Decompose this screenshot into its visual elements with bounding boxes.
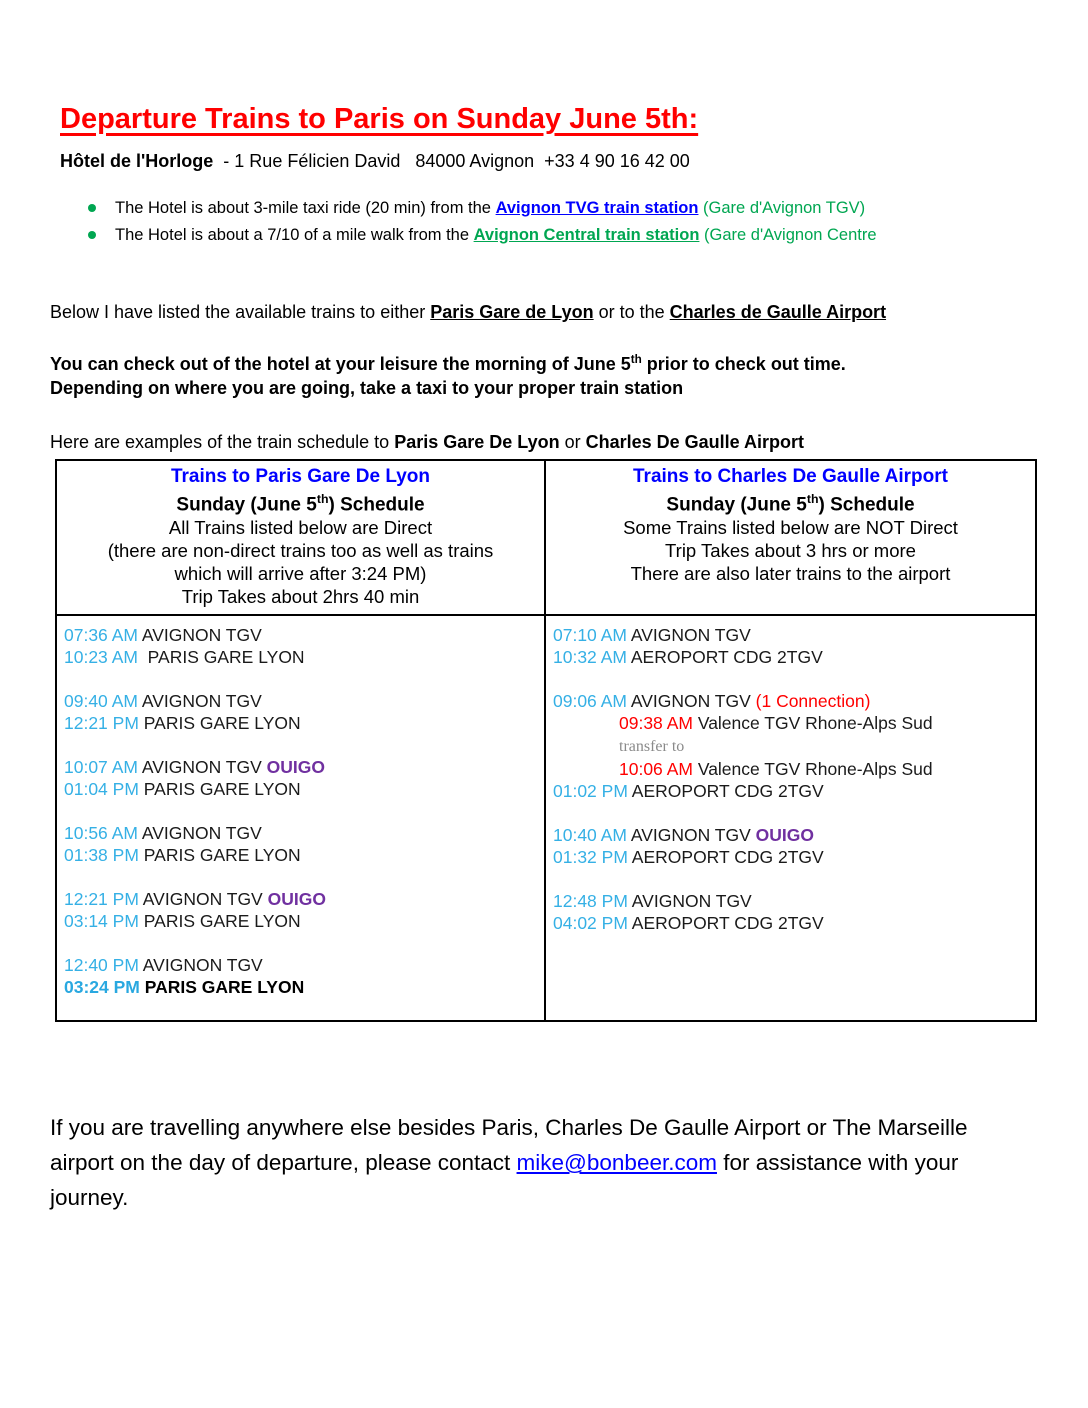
station-name: AVIGNON TGV: [138, 889, 268, 910]
station-name: AVIGNON TGV: [626, 691, 756, 712]
cdg-airport-header-cell: [546, 461, 1035, 616]
examples-line: [50, 431, 1088, 454]
hotel-name: Hôtel de l'Horloge: [60, 151, 214, 171]
schedule-date-text: Sunday (June 5: [666, 494, 807, 516]
schedule-entry: [553, 624, 1031, 668]
connection-time: (1 Connection): [755, 691, 871, 712]
ouigo-label: OUIGO: [266, 757, 325, 778]
station-name: AEROPORT CDG 2TGV: [627, 913, 824, 934]
schedule-line: [553, 758, 1031, 780]
station-name: Valence TGV Rhone-Alps Sud: [692, 759, 933, 780]
intro-text: or to the: [593, 302, 670, 322]
station-name: AVIGNON TGV: [626, 825, 756, 846]
departure-time: 12:48 PM: [553, 891, 628, 912]
cdg-airport-header-title: Trains to Charles De Gaulle Airport: [633, 466, 948, 487]
schedule-entry: [553, 690, 1031, 802]
contact-email-link[interactable]: mike@bonbeer.com: [516, 1150, 717, 1176]
departure-time: 01:04 PM: [64, 779, 139, 800]
schedule-entry: [64, 954, 540, 998]
schedule-line: [553, 780, 1031, 802]
page-title: Departure Trains to Paris on Sunday June 5th:: [60, 103, 699, 135]
schedule-entry: [553, 890, 1031, 934]
station-name: PARIS GARE LYON: [138, 845, 301, 866]
schedule-line: [64, 888, 540, 910]
schedule-line: [64, 646, 540, 668]
header-note: Trip Takes about 2hrs 40 min: [181, 586, 420, 608]
schedule-entry: [553, 824, 1031, 868]
bullet-text-green: (Gare d'Avignon Centre: [699, 226, 877, 244]
schedule-date-text: ) Schedule: [818, 494, 915, 516]
connection-time: 10:06 AM: [619, 759, 693, 780]
schedule-line: [553, 712, 1031, 734]
connection-time: 09:38 AM: [619, 713, 693, 734]
superscript-th: th: [630, 353, 642, 366]
schedule-date-text: Sunday (June 5: [176, 494, 317, 516]
transport-bullet-list: [0, 195, 1088, 249]
examples-text: or: [559, 432, 586, 452]
bullet-icon: [88, 204, 96, 212]
departure-time: 10:56 AM: [64, 823, 138, 844]
schedule-line: [64, 976, 540, 998]
hotel-info-line: [60, 150, 1088, 173]
schedule-line: [553, 912, 1031, 934]
departure-time: 01:02 PM: [553, 781, 628, 802]
departure-time: 12:21 PM: [64, 889, 139, 910]
departure-time: 10:07 AM: [64, 757, 138, 778]
checkout-text: Depending on where you are going, take a taxi to your proper train station: [50, 378, 684, 398]
gare-de-lyon-header-cell: [57, 461, 546, 616]
schedule-entry: [64, 888, 540, 932]
schedule-line: [64, 690, 540, 712]
bullet-central-station: [0, 222, 1088, 249]
schedule-line: [553, 624, 1031, 646]
departure-time: 07:10 AM: [553, 625, 627, 646]
examples-text: Here are examples of the train schedule to: [50, 432, 395, 452]
station-name: AEROPORT CDG 2TGV: [627, 847, 824, 868]
bullet-tgv-station: [0, 195, 1088, 222]
schedule-date-line: [63, 488, 538, 516]
departure-time: 12:40 PM: [64, 955, 139, 976]
schedule-line: [553, 824, 1031, 846]
station-name: PARIS GARE LYON: [138, 911, 301, 932]
schedule-entry: [64, 624, 540, 668]
schedule-entry: [64, 756, 540, 800]
schedule-entry: [64, 822, 540, 866]
header-note: which will arrive after 3:24 PM): [174, 563, 427, 585]
cdg-airport-schedule-cell: [546, 616, 1035, 1020]
departure-time: 09:40 AM: [64, 691, 138, 712]
footer-text: If you are travelling anywhere else besides Paris, Charles De Gaulle Airport or The Marseille airport on the day of departure, please contact: [50, 1115, 968, 1176]
header-note: (there are non-direct trains too as well as trains: [107, 540, 494, 562]
avignon-tgv-station-link[interactable]: Avignon TVG train station: [495, 199, 699, 217]
schedule-date-text: ) Schedule: [328, 494, 425, 516]
header-note: There are also later trains to the airport: [630, 563, 951, 585]
schedule-line: [64, 822, 540, 844]
schedule-line: [553, 734, 1031, 758]
schedule-line: [553, 646, 1031, 668]
schedule-line: [64, 954, 540, 976]
dest-paris-gare-de-lyon: Paris Gare de Lyon: [430, 302, 594, 322]
departure-time: 01:38 PM: [64, 845, 139, 866]
station-name: AVIGNON TGV: [137, 691, 262, 712]
superscript-th: th: [316, 492, 329, 506]
schedule-entry: [64, 690, 540, 734]
schedule-line: [553, 890, 1031, 912]
intro-text: Below I have listed the available trains to either: [50, 302, 431, 322]
station-name: PARIS GARE LYON: [138, 779, 301, 800]
header-note: Some Trains listed below are NOT Direct: [623, 517, 958, 539]
departure-time: 09:06 AM: [553, 691, 627, 712]
departure-time: 12:21 PM: [64, 713, 139, 734]
station-name: AVIGNON TGV: [138, 955, 263, 976]
transfer-note: transfer to: [619, 738, 685, 756]
schedule-line: [64, 844, 540, 866]
station-name: PARIS GARE LYON: [138, 713, 301, 734]
departure-time: 10:23 AM: [64, 647, 138, 668]
station-name: AEROPORT CDG 2TGV: [626, 647, 823, 668]
avignon-central-station-link[interactable]: Avignon Central train station: [473, 226, 700, 244]
station-name: AEROPORT CDG 2TGV: [627, 781, 824, 802]
train-schedule-table: [55, 459, 1037, 1022]
departure-time: 10:40 AM: [553, 825, 627, 846]
superscript-th: th: [806, 492, 819, 506]
checkout-text: You can check out of the hotel at your leisure the morning of June 5: [50, 354, 631, 374]
departure-time: 07:36 AM: [64, 625, 138, 646]
header-note: Trip Takes about 3 hrs or more: [665, 540, 916, 562]
departure-time: 01:32 PM: [553, 847, 628, 868]
dest-charles-de-gaulle: Charles de Gaulle Airport: [669, 302, 887, 322]
bullet-text-green: (Gare d'Avignon TGV): [698, 199, 866, 217]
checkout-text: prior to check out time.: [641, 354, 846, 374]
schedule-line: [64, 756, 540, 778]
station-name: Valence TGV Rhone-Alps Sud: [692, 713, 933, 734]
schedule-date-line: [552, 488, 1029, 516]
departure-time: 10:32 AM: [553, 647, 627, 668]
hotel-address: - 1 Rue Félicien David 84000 Avignon +33 4 90 16 42 00: [213, 151, 690, 171]
header-note: All Trains listed below are Direct: [168, 517, 433, 539]
station-name: PARIS GARE LYON: [139, 977, 305, 998]
checkout-paragraph: [50, 348, 1088, 400]
station-name: AVIGNON TGV: [137, 757, 267, 778]
station-name: AVIGNON TGV: [137, 625, 262, 646]
departure-time: 03:24 PM: [64, 977, 140, 998]
schedule-line: [64, 910, 540, 932]
schedule-line: [553, 690, 1031, 712]
gare-de-lyon-header-title: Trains to Paris Gare De Lyon: [170, 466, 431, 487]
dest-paris-gare-de-lyon: Paris Gare De Lyon: [394, 432, 560, 452]
schedule-line: [64, 712, 540, 734]
departure-time: 04:02 PM: [553, 913, 628, 934]
bullet-text: The Hotel is about 3-mile taxi ride (20 min) from the: [115, 199, 496, 217]
schedule-line: [553, 846, 1031, 868]
dest-charles-de-gaulle: Charles De Gaulle Airport: [585, 432, 805, 452]
schedule-line: [64, 778, 540, 800]
station-name: PARIS GARE LYON: [137, 647, 305, 668]
footer-text: for assistance with your journey.: [50, 1150, 959, 1211]
footer-paragraph: [50, 1110, 1010, 1215]
departure-time: 03:14 PM: [64, 911, 139, 932]
ouigo-label: OUIGO: [755, 825, 814, 846]
station-name: AVIGNON TGV: [137, 823, 262, 844]
gare-de-lyon-schedule-cell: [57, 616, 546, 1020]
below-intro-line: [50, 301, 1088, 324]
bullet-icon: [88, 231, 96, 239]
ouigo-label: OUIGO: [267, 889, 326, 910]
bullet-text: The Hotel is about a 7/10 of a mile walk from the: [115, 226, 474, 244]
schedule-line: [64, 624, 540, 646]
station-name: AVIGNON TGV: [626, 625, 751, 646]
station-name: AVIGNON TGV: [627, 891, 752, 912]
